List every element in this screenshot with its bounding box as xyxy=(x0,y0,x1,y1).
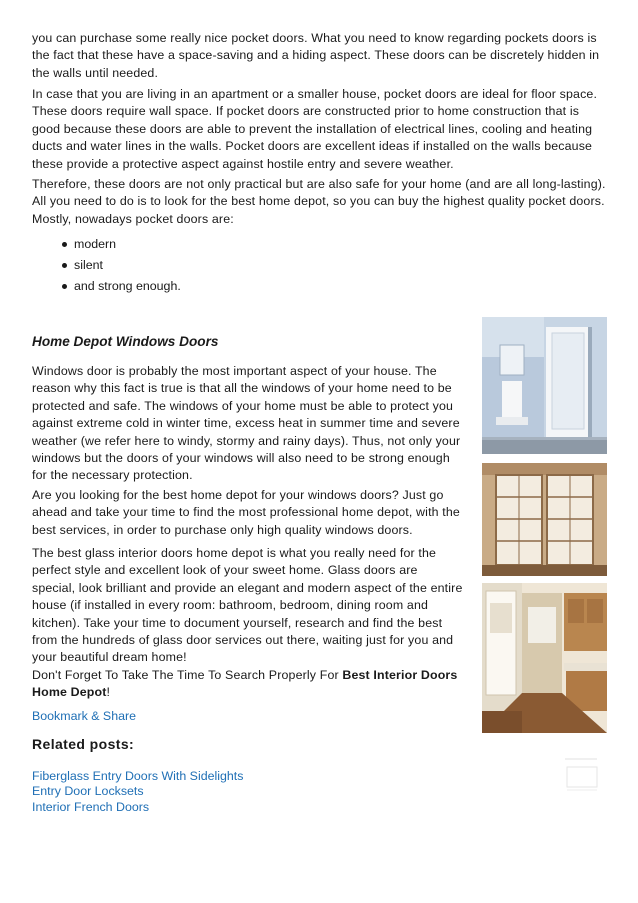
bullet-icon xyxy=(62,263,67,268)
section-paragraph-2: Are you looking for the best home depot for your windows doors? Just go ahead and take your time to find the most professional home depot, with the best services, in order to purchase only high quality windows doors. xyxy=(32,488,460,537)
bullet-icon xyxy=(62,284,67,289)
bookmark-share-link[interactable]: Bookmark & Share xyxy=(32,709,136,723)
section-paragraph-3: The best glass interior doors home depot is what you really need for the perfect style and excellent look of your sweet home. Glass doors are special, look brilliant and provide an elegant and modern aspect of the entire house (if installed in every room: bathroom, bedroom, dining room and kitchen). Take your time to document yourself, research and find the best from the hundreds of glass door services out there, waiting just for you and your beautiful dream home! xyxy=(32,546,463,665)
keyword-bold: Best Interior Doors Home Depot xyxy=(32,668,458,700)
related-link-french-doors[interactable]: Interior French Doors xyxy=(32,800,150,814)
bullet-icon xyxy=(62,242,67,247)
share-widget-icon[interactable] xyxy=(561,757,599,793)
closing-paragraph: Don't Forget To Take The Time To Search Properly For Best Interior Doors Home Depot! xyxy=(32,668,458,700)
section-heading: Home Depot Windows Doors xyxy=(32,334,219,349)
kitchen-door-photo xyxy=(482,583,607,733)
intro-paragraph-2: In case that you are living in an apartment or a smaller house, pocket doors are ideal for floor space. These doors require wall space. If pocket doors are constructed prior to home construction that is good because these doors are able to prevent the installation of electrical lines, cooling and heating ducts and water lines in the walls. Pocket doors are excellent ideas if installed on the walls because these provide a protective aspect against hostile entry and severe weather. xyxy=(32,87,598,171)
intro-paragraph-3: Therefore, these doors are not only practical but are also safe for your home (and are all long-lasting). All you need to do is to look for the best home depot, so you can buy the highest quality pocket doors. Mostly, nowadays pocket doors are: xyxy=(32,177,606,226)
list-item: modern xyxy=(32,236,181,257)
bathroom-door-photo xyxy=(482,317,607,454)
list-item: silent xyxy=(32,257,181,278)
door-qualities-list xyxy=(32,236,181,299)
shoji-door-photo xyxy=(482,463,607,576)
related-link-fiberglass[interactable]: Fiberglass Entry Doors With Sidelights xyxy=(32,769,244,783)
related-link-locksets[interactable]: Entry Door Locksets xyxy=(32,784,144,798)
intro-paragraph-1: you can purchase some really nice pocket doors. What you need to know regarding pockets doors is the fact that these have a space-saving and a hiding aspect. These doors can be discretely hidden in the walls until needed. xyxy=(32,31,600,80)
section-paragraph-1: Windows door is probably the most important aspect of your house. The reason why this fact is true is that all the windows of your home need to be protected and safe. The windows of your home must be able to protect you against extreme cold in winter time, excess heat in summer time and severe weather (we refer here to windy, stormy and rainy days). Thus, not only your windows but the doors of your windows will also need to be strong enough for the necessary protection. xyxy=(32,364,461,483)
related-posts-heading: Related posts: xyxy=(32,736,135,752)
list-item: and strong enough. xyxy=(32,278,181,299)
